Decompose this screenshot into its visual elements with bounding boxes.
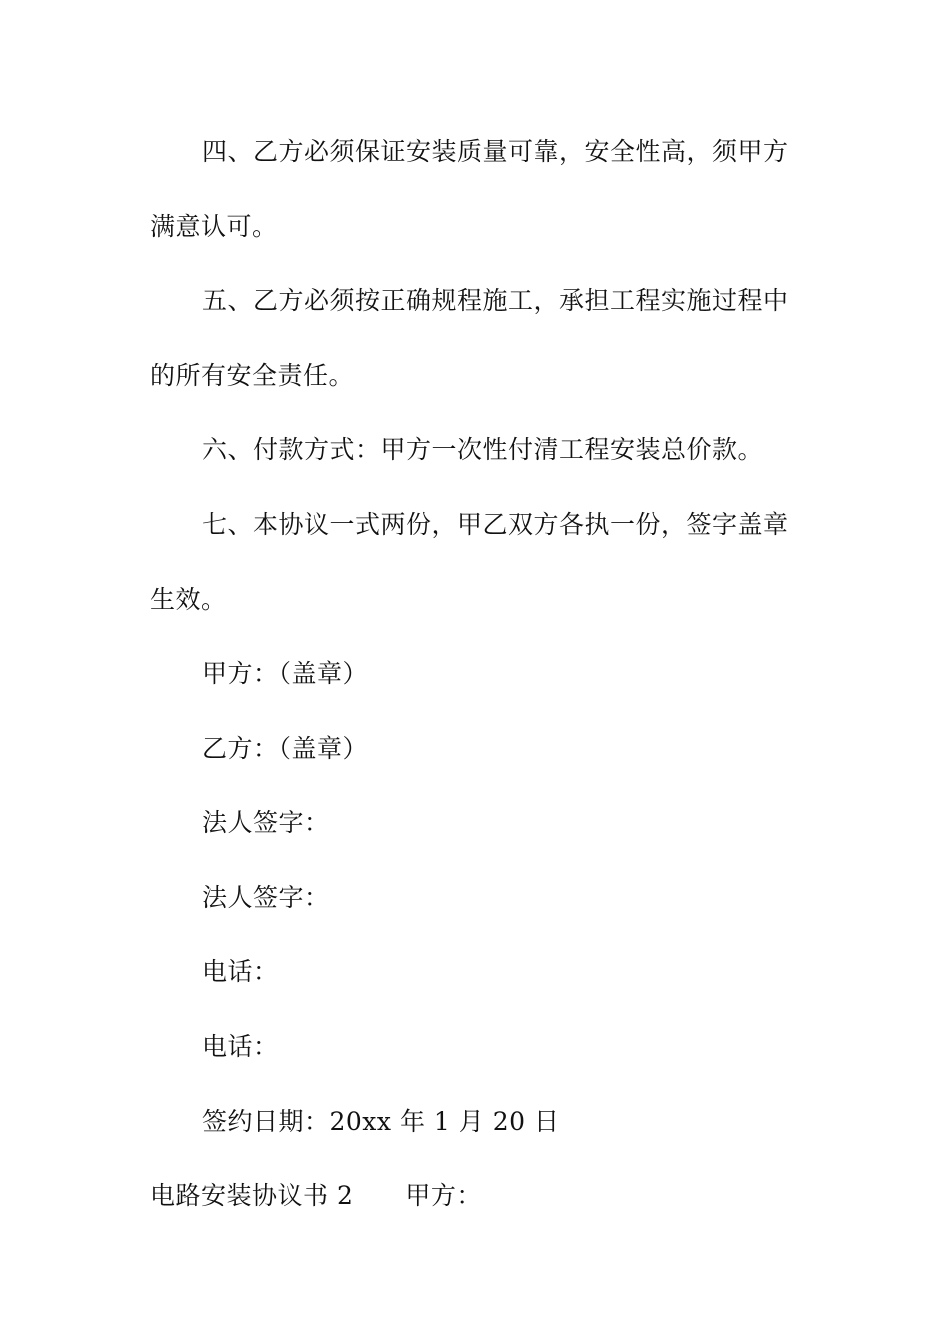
clause-7-line-1: 七、本协议一式两份，甲乙双方各执一份，签字盖章 <box>202 510 789 539</box>
next-section-title: 电路安装协议书 2 <box>150 1181 354 1210</box>
next-section-heading <box>150 1180 810 1212</box>
clause-7-line-2: 生效。 <box>150 585 227 614</box>
legal-rep-signature-2: 法人签字： <box>202 883 330 912</box>
phone-1: 电话： <box>202 957 279 986</box>
clause-6-line-1: 六、付款方式：甲方一次性付清工程安装总价款。 <box>202 435 764 464</box>
clause-5-line-1: 五、乙方必须按正确规程施工，承担工程实施过程中 <box>202 286 789 315</box>
clause-4-line-2: 满意认可。 <box>150 212 278 241</box>
next-section-party-a: 甲方： <box>405 1181 482 1210</box>
legal-rep-signature-1: 法人签字： <box>202 808 330 837</box>
clause-4-line-1: 四、乙方必须保证安装质量可靠，安全性高，须甲方 <box>202 137 789 166</box>
sign-date: 签约日期：20xx 年 1 月 20 日 <box>202 1107 560 1136</box>
party-b-seal: 乙方：（盖章） <box>202 734 369 763</box>
phone-2: 电话： <box>202 1032 279 1061</box>
party-a-seal: 甲方：（盖章） <box>202 659 369 688</box>
clause-5-line-2: 的所有安全责任。 <box>150 361 355 390</box>
